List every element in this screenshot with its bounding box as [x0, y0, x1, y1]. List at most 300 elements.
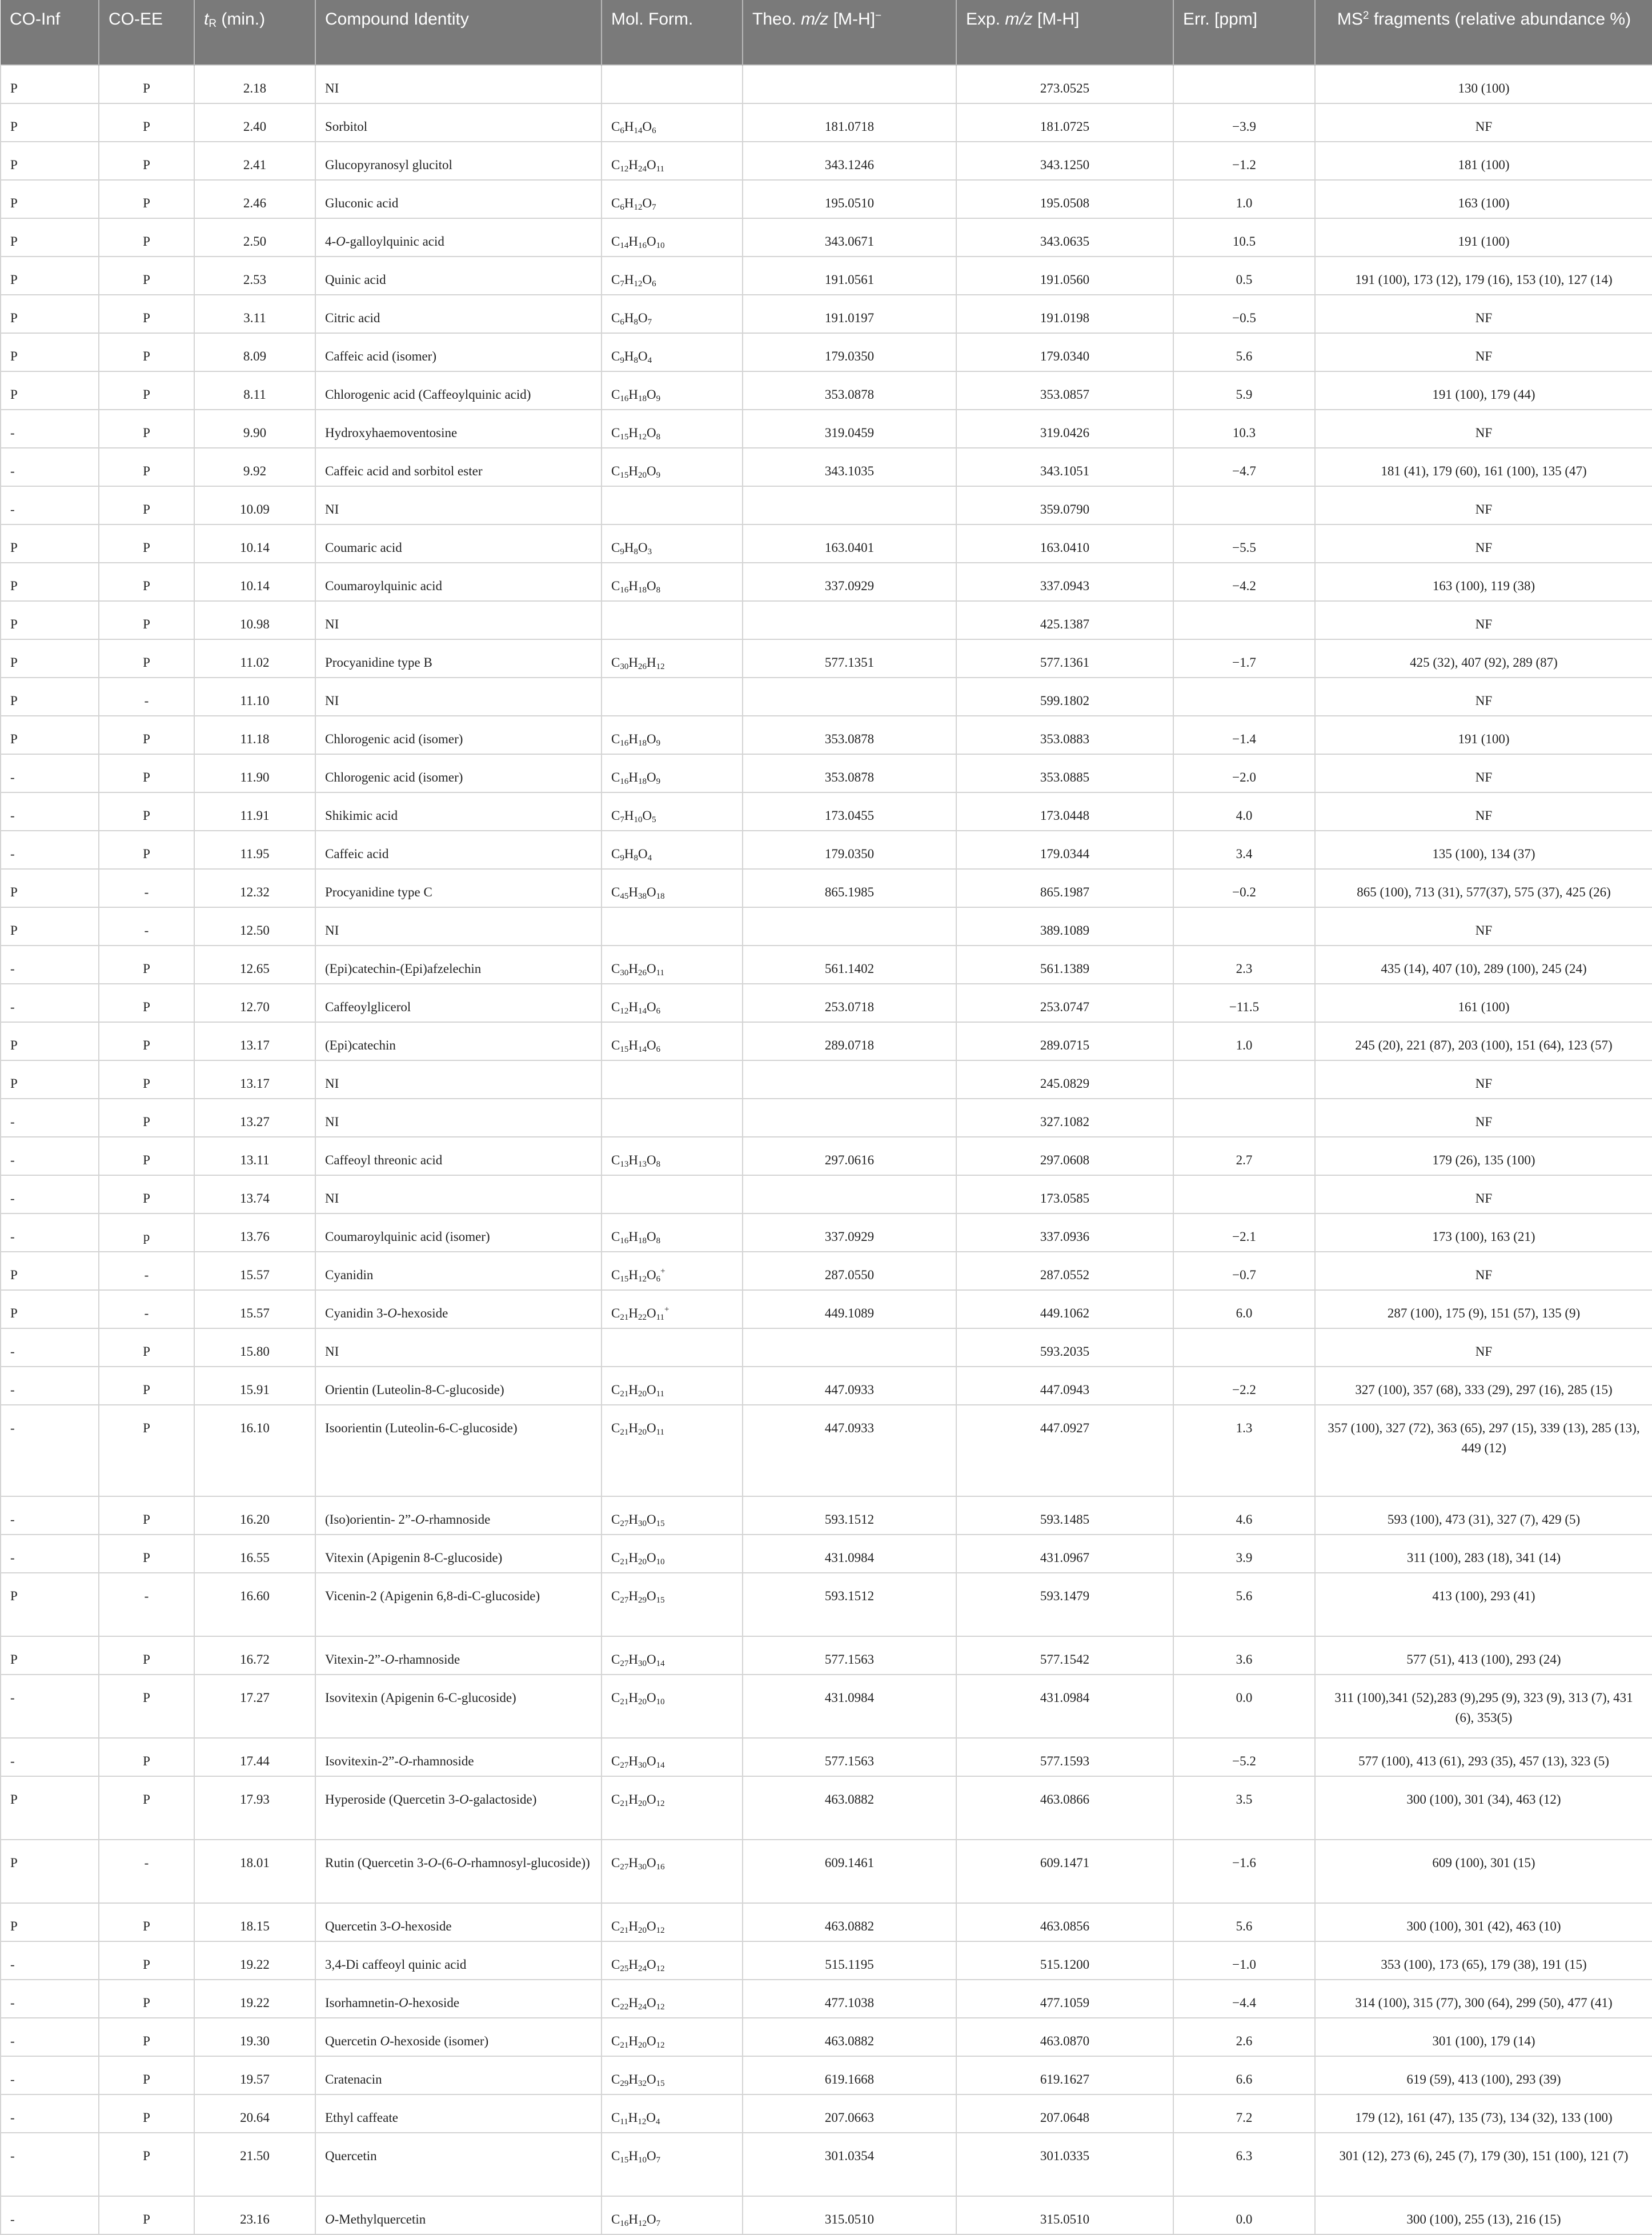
cell-ms2-fragments: 311 (100),341 (52),283 (9),295 (9), 323 (9), 313 (7), 431 (6), 353(5) — [1315, 1675, 1652, 1738]
cell-retention-time: 2.18 — [194, 65, 315, 103]
cell-compound-identity: (Epi)catechin-(Epi)afzelechin — [315, 946, 602, 984]
cell-mol-formula: $C_{14}H_{16}O_{10}$ — [602, 218, 743, 257]
cell-mol-formula: $C_{29}H_{32}O_{15}$ — [602, 2056, 743, 2094]
cell-error-ppm: −4.7 — [1173, 448, 1315, 486]
cell-ms2-fragments: 163 (100) — [1315, 180, 1652, 218]
cell-mol-formula: $C_6H_8O_7$ — [602, 295, 743, 333]
cell-co-inf: P — [1, 1022, 99, 1060]
cell-error-ppm: 1.0 — [1173, 180, 1315, 218]
cell-error-ppm: 5.6 — [1173, 1903, 1315, 1941]
cell-exp-mz: 245.0829 — [956, 1060, 1173, 1099]
cell-mol-formula: $C_{15}H_{12}O_8$ — [602, 410, 743, 448]
cell-co-inf: - — [1, 1738, 99, 1776]
cell-compound-identity: Procyanidine type C — [315, 869, 602, 907]
cell-compound-identity: Ethyl caffeate — [315, 2094, 602, 2133]
cell-co-ee: P — [99, 2196, 194, 2234]
cell-co-ee: P — [99, 295, 194, 333]
cell-co-inf: P — [1, 65, 99, 103]
cell-compound-identity: Sorbitol — [315, 103, 602, 142]
cell-compound-identity: Chlorogenic acid (Caffeoylquinic acid) — [315, 371, 602, 410]
cell-retention-time: 2.40 — [194, 103, 315, 142]
cell-theo-mz: 353.0878 — [743, 371, 956, 410]
cell-retention-time: 16.10 — [194, 1405, 315, 1496]
cell-ms2-fragments: NF — [1315, 1099, 1652, 1137]
table-row — [1, 1022, 1652, 1060]
cell-theo-mz: 173.0455 — [743, 792, 956, 831]
cell-theo-mz — [743, 486, 956, 524]
cell-co-ee: - — [99, 1573, 194, 1636]
cell-retention-time: 15.80 — [194, 1328, 315, 1367]
cell-ms2-fragments: NF — [1315, 754, 1652, 792]
cell-mol-formula: $C_{15}H_{14}O_6$ — [602, 1022, 743, 1060]
table-row — [1, 180, 1652, 218]
header-exp-mz: Exp. m/z [M-H] — [956, 0, 1173, 65]
cell-compound-identity: (Iso)orientin- 2”-O-rhamnoside — [315, 1496, 602, 1535]
cell-error-ppm: −3.9 — [1173, 103, 1315, 142]
cell-exp-mz: 301.0335 — [956, 2133, 1173, 2196]
cell-ms2-fragments: NF — [1315, 1252, 1652, 1290]
table-row — [1, 601, 1652, 639]
cell-ms2-fragments: 191 (100) — [1315, 218, 1652, 257]
cell-co-ee: P — [99, 448, 194, 486]
cell-co-ee: P — [99, 1675, 194, 1738]
cell-exp-mz: 389.1089 — [956, 907, 1173, 946]
cell-compound-identity: Chlorogenic acid (isomer) — [315, 754, 602, 792]
cell-exp-mz: 447.0927 — [956, 1405, 1173, 1496]
cell-theo-mz: 447.0933 — [743, 1405, 956, 1496]
cell-error-ppm: −2.1 — [1173, 1213, 1315, 1252]
cell-error-ppm: 6.6 — [1173, 2056, 1315, 2094]
cell-theo-mz: 289.0718 — [743, 1022, 956, 1060]
cell-retention-time: 11.91 — [194, 792, 315, 831]
table-row — [1, 869, 1652, 907]
cell-co-ee: P — [99, 2056, 194, 2094]
cell-co-ee: P — [99, 639, 194, 678]
cell-co-inf: P — [1, 1060, 99, 1099]
cell-exp-mz: 195.0508 — [956, 180, 1173, 218]
cell-error-ppm: −1.6 — [1173, 1840, 1315, 1903]
cell-compound-identity: Quercetin O-hexoside (isomer) — [315, 2018, 602, 2056]
cell-error-ppm: −4.4 — [1173, 1980, 1315, 2018]
cell-compound-identity: Isoorientin (Luteolin-6-C-glucoside) — [315, 1405, 602, 1496]
cell-exp-mz: 619.1627 — [956, 2056, 1173, 2094]
cell-co-ee: P — [99, 486, 194, 524]
cell-theo-mz — [743, 907, 956, 946]
cell-error-ppm: −1.0 — [1173, 1941, 1315, 1980]
cell-co-ee: - — [99, 1840, 194, 1903]
cell-ms2-fragments: 163 (100), 119 (38) — [1315, 563, 1652, 601]
cell-error-ppm — [1173, 601, 1315, 639]
cell-retention-time: 16.72 — [194, 1636, 315, 1675]
cell-error-ppm — [1173, 1175, 1315, 1213]
cell-retention-time: 17.27 — [194, 1675, 315, 1738]
cell-co-ee: P — [99, 946, 194, 984]
table-row — [1, 754, 1652, 792]
table-row — [1, 1776, 1652, 1840]
cell-co-ee: P — [99, 563, 194, 601]
table-row — [1, 1060, 1652, 1099]
cell-ms2-fragments: NF — [1315, 103, 1652, 142]
cell-theo-mz: 561.1402 — [743, 946, 956, 984]
cell-co-inf: P — [1, 678, 99, 716]
cell-ms2-fragments: 435 (14), 407 (10), 289 (100), 245 (24) — [1315, 946, 1652, 984]
table-body — [1, 65, 1652, 2234]
cell-retention-time: 21.50 — [194, 2133, 315, 2196]
cell-co-ee: P — [99, 180, 194, 218]
cell-co-ee: P — [99, 371, 194, 410]
cell-co-inf: - — [1, 1137, 99, 1175]
cell-co-inf: - — [1, 2094, 99, 2133]
cell-theo-mz: 343.0671 — [743, 218, 956, 257]
cell-compound-identity: Caffeic acid and sorbitol ester — [315, 448, 602, 486]
cell-compound-identity: Shikimic acid — [315, 792, 602, 831]
cell-compound-identity: NI — [315, 907, 602, 946]
cell-co-ee: P — [99, 1367, 194, 1405]
cell-exp-mz: 337.0943 — [956, 563, 1173, 601]
cell-error-ppm: 2.3 — [1173, 946, 1315, 984]
cell-theo-mz: 449.1089 — [743, 1290, 956, 1328]
cell-mol-formula: $C_{16}H_{18}O_8$ — [602, 563, 743, 601]
cell-exp-mz: 593.1485 — [956, 1496, 1173, 1535]
cell-retention-time: 2.53 — [194, 257, 315, 295]
cell-mol-formula: $C_{15}H_{10}O_7$ — [602, 2133, 743, 2196]
cell-compound-identity: NI — [315, 486, 602, 524]
cell-theo-mz: 431.0984 — [743, 1535, 956, 1573]
cell-co-inf: - — [1, 2133, 99, 2196]
table-row — [1, 1213, 1652, 1252]
cell-retention-time: 10.09 — [194, 486, 315, 524]
cell-retention-time: 15.57 — [194, 1290, 315, 1328]
cell-mol-formula: $C_{27}H_{30}O_{16}$ — [602, 1840, 743, 1903]
cell-compound-identity: Rutin (Quercetin 3-O-(6-O-rhamnosyl-glucoside)) — [315, 1840, 602, 1903]
cell-co-inf: P — [1, 601, 99, 639]
cell-co-inf: - — [1, 1941, 99, 1980]
cell-retention-time: 12.32 — [194, 869, 315, 907]
cell-exp-mz: 359.0790 — [956, 486, 1173, 524]
cell-exp-mz: 297.0608 — [956, 1137, 1173, 1175]
cell-theo-mz: 865.1985 — [743, 869, 956, 907]
cell-theo-mz: 191.0197 — [743, 295, 956, 333]
cell-co-ee: P — [99, 792, 194, 831]
cell-ms2-fragments: 301 (100), 179 (14) — [1315, 2018, 1652, 2056]
cell-compound-identity: Cratenacin — [315, 2056, 602, 2094]
table-row — [1, 792, 1652, 831]
cell-ms2-fragments: 161 (100) — [1315, 984, 1652, 1022]
cell-co-inf: P — [1, 371, 99, 410]
cell-theo-mz: 343.1035 — [743, 448, 956, 486]
cell-error-ppm — [1173, 1099, 1315, 1137]
table-header — [1, 0, 1652, 65]
cell-mol-formula: $C_{25}H_{24}O_{12}$ — [602, 1941, 743, 1980]
table-row — [1, 218, 1652, 257]
table-row — [1, 984, 1652, 1022]
cell-mol-formula: $C_{27}H_{30}O_{15}$ — [602, 1496, 743, 1535]
cell-co-ee: P — [99, 103, 194, 142]
cell-ms2-fragments: 609 (100), 301 (15) — [1315, 1840, 1652, 1903]
cell-co-ee: P — [99, 1941, 194, 1980]
cell-co-inf: P — [1, 1636, 99, 1675]
cell-ms2-fragments: 301 (12), 273 (6), 245 (7), 179 (30), 151 (100), 121 (7) — [1315, 2133, 1652, 2196]
cell-co-inf: - — [1, 792, 99, 831]
cell-co-ee: P — [99, 1738, 194, 1776]
table-row — [1, 563, 1652, 601]
cell-retention-time: 18.15 — [194, 1903, 315, 1941]
cell-mol-formula — [602, 1099, 743, 1137]
cell-compound-identity: 4-O-galloylquinic acid — [315, 218, 602, 257]
cell-compound-identity: NI — [315, 1099, 602, 1137]
cell-compound-identity: Hyperoside (Quercetin 3-O-galactoside) — [315, 1776, 602, 1840]
cell-compound-identity: (Epi)catechin — [315, 1022, 602, 1060]
table-row — [1, 448, 1652, 486]
table-row — [1, 2018, 1652, 2056]
cell-co-ee: - — [99, 678, 194, 716]
cell-co-inf: P — [1, 563, 99, 601]
cell-compound-identity: Procyanidine type B — [315, 639, 602, 678]
cell-mol-formula: $C_6H_{12}O_7$ — [602, 180, 743, 218]
cell-mol-formula — [602, 1175, 743, 1213]
cell-co-ee: P — [99, 142, 194, 180]
cell-exp-mz: 593.1479 — [956, 1573, 1173, 1636]
cell-ms2-fragments: 191 (100) — [1315, 716, 1652, 754]
cell-ms2-fragments: 130 (100) — [1315, 65, 1652, 103]
cell-ms2-fragments: NF — [1315, 678, 1652, 716]
cell-co-ee: P — [99, 2094, 194, 2133]
cell-retention-time: 10.14 — [194, 563, 315, 601]
cell-error-ppm: 3.4 — [1173, 831, 1315, 869]
cell-compound-identity: Glucopyranosyl glucitol — [315, 142, 602, 180]
cell-co-inf: P — [1, 1252, 99, 1290]
cell-error-ppm: 2.7 — [1173, 1137, 1315, 1175]
cell-error-ppm — [1173, 486, 1315, 524]
cell-co-inf: - — [1, 1175, 99, 1213]
cell-exp-mz: 599.1802 — [956, 678, 1173, 716]
table-row — [1, 907, 1652, 946]
cell-exp-mz: 577.1593 — [956, 1738, 1173, 1776]
table-row — [1, 65, 1652, 103]
table-row — [1, 2094, 1652, 2133]
cell-theo-mz — [743, 1060, 956, 1099]
cell-compound-identity: Vitexin-2”-O-rhamnoside — [315, 1636, 602, 1675]
cell-retention-time: 12.70 — [194, 984, 315, 1022]
cell-exp-mz: 431.0967 — [956, 1535, 1173, 1573]
cell-ms2-fragments: 173 (100), 163 (21) — [1315, 1213, 1652, 1252]
cell-theo-mz: 431.0984 — [743, 1675, 956, 1738]
cell-exp-mz: 577.1361 — [956, 639, 1173, 678]
cell-co-inf: P — [1, 1573, 99, 1636]
cell-mol-formula: $C_{21}H_{20}O_{10}$ — [602, 1535, 743, 1573]
table-row — [1, 831, 1652, 869]
cell-theo-mz: 353.0878 — [743, 754, 956, 792]
cell-compound-identity: Vicenin-2 (Apigenin 6,8-di-C-glucoside) — [315, 1573, 602, 1636]
cell-retention-time: 10.14 — [194, 524, 315, 563]
cell-compound-identity: NI — [315, 678, 602, 716]
cell-retention-time: 20.64 — [194, 2094, 315, 2133]
cell-error-ppm: 0.5 — [1173, 257, 1315, 295]
cell-error-ppm: 10.5 — [1173, 218, 1315, 257]
cell-theo-mz: 319.0459 — [743, 410, 956, 448]
cell-error-ppm: −11.5 — [1173, 984, 1315, 1022]
cell-theo-mz: 301.0354 — [743, 2133, 956, 2196]
cell-retention-time: 3.11 — [194, 295, 315, 333]
cell-retention-time: 11.02 — [194, 639, 315, 678]
cell-mol-formula: $C_7H_{12}O_6$ — [602, 257, 743, 295]
table-row — [1, 1903, 1652, 1941]
table-row — [1, 1252, 1652, 1290]
cell-exp-mz: 253.0747 — [956, 984, 1173, 1022]
cell-ms2-fragments: 300 (100), 255 (13), 216 (15) — [1315, 2196, 1652, 2234]
table-row — [1, 1405, 1652, 1496]
table-row — [1, 486, 1652, 524]
table-row — [1, 333, 1652, 371]
cell-theo-mz: 577.1563 — [743, 1738, 956, 1776]
cell-retention-time: 16.20 — [194, 1496, 315, 1535]
cell-mol-formula: $C_7H_{10}O_5$ — [602, 792, 743, 831]
cell-compound-identity: Cyanidin 3-O-hexoside — [315, 1290, 602, 1328]
table-row — [1, 2196, 1652, 2234]
cell-compound-identity: Quercetin — [315, 2133, 602, 2196]
cell-mol-formula: $C_{21}H_{20}O_{10}$ — [602, 1675, 743, 1738]
cell-theo-mz — [743, 678, 956, 716]
cell-mol-formula: $C_{21}H_{20}O_{11}$ — [602, 1405, 743, 1496]
cell-co-ee: P — [99, 716, 194, 754]
cell-co-inf: P — [1, 218, 99, 257]
cell-mol-formula: $C_{12}H_{14}O_6$ — [602, 984, 743, 1022]
cell-ms2-fragments: 181 (41), 179 (60), 161 (100), 135 (47) — [1315, 448, 1652, 486]
cell-mol-formula: $C_{16}H_{18}O_9$ — [602, 754, 743, 792]
cell-co-ee: P — [99, 410, 194, 448]
table-row — [1, 1535, 1652, 1573]
cell-mol-formula — [602, 907, 743, 946]
cell-error-ppm: 1.0 — [1173, 1022, 1315, 1060]
table-row — [1, 257, 1652, 295]
cell-co-ee: P — [99, 1535, 194, 1573]
cell-co-ee: P — [99, 2133, 194, 2196]
cell-co-ee: - — [99, 869, 194, 907]
cell-theo-mz: 195.0510 — [743, 180, 956, 218]
table-row — [1, 524, 1652, 563]
cell-error-ppm: −0.2 — [1173, 869, 1315, 907]
cell-co-inf: - — [1, 946, 99, 984]
header-compound-identity: Compound Identity — [315, 0, 602, 65]
cell-exp-mz: 353.0883 — [956, 716, 1173, 754]
cell-theo-mz: 619.1668 — [743, 2056, 956, 2094]
cell-co-inf: P — [1, 103, 99, 142]
cell-error-ppm: 6.3 — [1173, 2133, 1315, 2196]
cell-co-inf: P — [1, 1290, 99, 1328]
cell-ms2-fragments: 865 (100), 713 (31), 577(37), 575 (37), 425 (26) — [1315, 869, 1652, 907]
cell-exp-mz: 447.0943 — [956, 1367, 1173, 1405]
cell-error-ppm: 4.6 — [1173, 1496, 1315, 1535]
cell-theo-mz: 337.0929 — [743, 563, 956, 601]
cell-co-ee: P — [99, 1496, 194, 1535]
cell-ms2-fragments: 181 (100) — [1315, 142, 1652, 180]
cell-ms2-fragments: 191 (100), 173 (12), 179 (16), 153 (10), 127 (14) — [1315, 257, 1652, 295]
cell-co-ee: - — [99, 1252, 194, 1290]
cell-co-ee: P — [99, 65, 194, 103]
cell-mol-formula — [602, 601, 743, 639]
header-ms2-fragments: $MS^2$ fragments (relative abundance %) — [1315, 0, 1652, 65]
cell-ms2-fragments: NF — [1315, 1328, 1652, 1367]
cell-mol-formula: $C_{15}H_{12}O_6^+$ — [602, 1252, 743, 1290]
table-row — [1, 1636, 1652, 1675]
cell-mol-formula: $C_9H_8O_4$ — [602, 333, 743, 371]
cell-exp-mz: 191.0560 — [956, 257, 1173, 295]
cell-theo-mz: 447.0933 — [743, 1367, 956, 1405]
cell-ms2-fragments: 357 (100), 327 (72), 363 (65), 297 (15), 339 (13), 285 (13), 449 (12) — [1315, 1405, 1652, 1496]
cell-co-ee: P — [99, 754, 194, 792]
cell-co-ee: P — [99, 1980, 194, 2018]
cell-compound-identity: Citric acid — [315, 295, 602, 333]
cell-ms2-fragments: 425 (32), 407 (92), 289 (87) — [1315, 639, 1652, 678]
table-row — [1, 716, 1652, 754]
cell-compound-identity: NI — [315, 65, 602, 103]
cell-ms2-fragments: 577 (51), 413 (100), 293 (24) — [1315, 1636, 1652, 1675]
cell-retention-time: 19.57 — [194, 2056, 315, 2094]
cell-mol-formula: $C_{15}H_{20}O_9$ — [602, 448, 743, 486]
cell-mol-formula: $C_{16}H_{18}O_8$ — [602, 1213, 743, 1252]
cell-co-inf: P — [1, 295, 99, 333]
cell-retention-time: 11.90 — [194, 754, 315, 792]
cell-co-ee: P — [99, 1405, 194, 1496]
cell-theo-mz: 353.0878 — [743, 716, 956, 754]
cell-co-ee: P — [99, 1636, 194, 1675]
cell-co-ee: P — [99, 1175, 194, 1213]
cell-co-inf: - — [1, 1535, 99, 1573]
cell-compound-identity: Hydroxyhaemoventosine — [315, 410, 602, 448]
cell-exp-mz: 173.0585 — [956, 1175, 1173, 1213]
cell-retention-time: 15.91 — [194, 1367, 315, 1405]
cell-theo-mz: 181.0718 — [743, 103, 956, 142]
cell-theo-mz: 463.0882 — [743, 1903, 956, 1941]
table-row — [1, 1137, 1652, 1175]
cell-mol-formula: $C_{21}H_{20}O_{12}$ — [602, 1776, 743, 1840]
cell-mol-formula: $C_{27}H_{30}O_{14}$ — [602, 1636, 743, 1675]
cell-co-ee: P — [99, 524, 194, 563]
cell-retention-time: 9.92 — [194, 448, 315, 486]
cell-ms2-fragments: NF — [1315, 1175, 1652, 1213]
cell-ms2-fragments: 191 (100), 179 (44) — [1315, 371, 1652, 410]
cell-theo-mz: 343.1246 — [743, 142, 956, 180]
cell-ms2-fragments: NF — [1315, 295, 1652, 333]
cell-ms2-fragments: NF — [1315, 410, 1652, 448]
cell-co-inf: P — [1, 1903, 99, 1941]
table-row — [1, 1099, 1652, 1137]
cell-retention-time: 8.11 — [194, 371, 315, 410]
cell-mol-formula: $C_{27}H_{30}O_{14}$ — [602, 1738, 743, 1776]
cell-retention-time: 19.22 — [194, 1941, 315, 1980]
cell-retention-time: 11.10 — [194, 678, 315, 716]
cell-exp-mz: 163.0410 — [956, 524, 1173, 563]
cell-co-inf: P — [1, 333, 99, 371]
cell-ms2-fragments: 577 (100), 413 (61), 293 (35), 457 (13), 323 (5) — [1315, 1738, 1652, 1776]
cell-mol-formula: $C_{12}H_{24}O_{11}$ — [602, 142, 743, 180]
cell-retention-time: 2.50 — [194, 218, 315, 257]
cell-co-inf: - — [1, 984, 99, 1022]
table-row — [1, 1175, 1652, 1213]
cell-exp-mz: 463.0866 — [956, 1776, 1173, 1840]
cell-co-ee: P — [99, 1060, 194, 1099]
cell-ms2-fragments: NF — [1315, 792, 1652, 831]
cell-exp-mz: 173.0448 — [956, 792, 1173, 831]
cell-mol-formula: $C_{30}H_{26}O_{11}$ — [602, 946, 743, 984]
table-row — [1, 410, 1652, 448]
cell-theo-mz: 593.1512 — [743, 1573, 956, 1636]
cell-co-inf: - — [1, 1405, 99, 1496]
table-row — [1, 371, 1652, 410]
table-row — [1, 2133, 1652, 2196]
cell-co-inf: - — [1, 1099, 99, 1137]
cell-exp-mz: 315.0510 — [956, 2196, 1173, 2234]
